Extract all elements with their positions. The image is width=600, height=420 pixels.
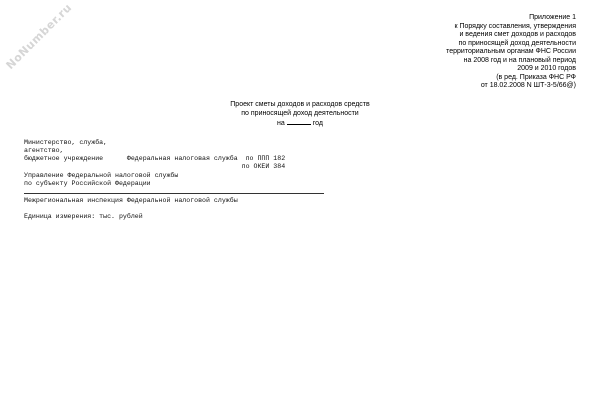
ministry-line-2: агентство,: [24, 147, 64, 154]
document-title: [200, 101, 400, 129]
okei-line: по ОКЕИ 384: [24, 163, 286, 170]
title-year-line: [200, 118, 400, 129]
year-suffix: год: [312, 120, 323, 127]
year-prefix: на: [277, 120, 285, 127]
appendix-header: [276, 14, 576, 91]
title-line-2: по приносящей доход деятельности: [241, 109, 359, 117]
header-line: к Порядку составления, утверждения: [454, 22, 576, 30]
ministry-line-1: Министерство, служба,: [24, 139, 108, 146]
header-line: на 2008 год и на плановый период: [463, 56, 576, 64]
header-line: от 18.02.2008 N ШТ-3-5/66@): [480, 82, 576, 89]
header-line: территориальным органам ФНС России: [446, 48, 576, 55]
header-line: 2009 и 2010 годов: [517, 65, 576, 72]
units-line: Единица измерения: тыс. рублей: [24, 213, 143, 220]
header-line: и ведения смет доходов и расходов: [459, 31, 576, 38]
year-blank: [287, 118, 311, 125]
department-line-1: Управление Федеральной налоговой службы: [24, 172, 179, 179]
header-line: по приносящей доход деятельности: [458, 39, 576, 47]
header-line: (в ред. Приказа ФНС РФ: [496, 73, 576, 81]
department-line-2: по субъекту Российской Федерации: [24, 180, 151, 187]
title-line-1: Проект сметы доходов и расходов средств: [230, 101, 370, 108]
inspection-line: Межрегиональная инспекция Федеральной налоговой службы: [24, 197, 238, 204]
header-line: Приложение 1: [529, 14, 576, 21]
ministry-line-3: бюджетное учреждение Федеральная налоговая служба по ППП 182: [24, 155, 286, 162]
divider-line: [24, 193, 324, 194]
watermark-text: NoNumber.ru: [3, 1, 75, 72]
